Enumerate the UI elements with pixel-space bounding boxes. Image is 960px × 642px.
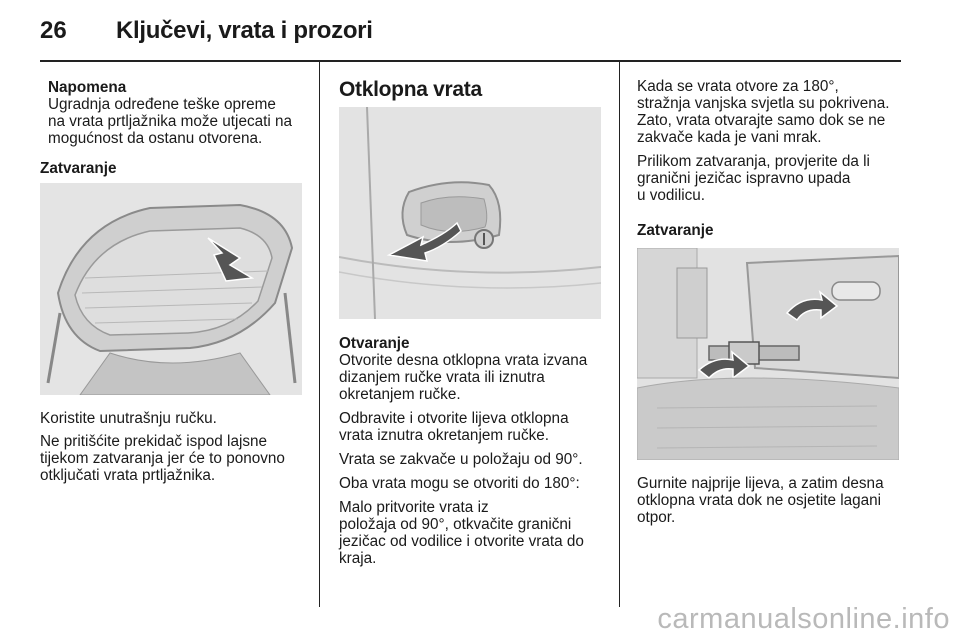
- col2-p4: Oba vrata mogu se otvoriti do 180°:: [339, 475, 580, 492]
- col2-p5-line-1: Malo pritvorite vrata iz: [339, 499, 489, 516]
- col3-p1-line-1: Kada se vrata otvore za 180°,: [637, 78, 839, 95]
- col3-p2-line-3: u vodilicu.: [637, 187, 706, 204]
- closing-heading: Zatvaranje: [40, 160, 117, 177]
- col3-p1-line-3: Zato, vrata otvarajte samo dok se ne: [637, 112, 886, 129]
- col2-p1-line-2: dizanjem ručke vrata ili iznutra: [339, 369, 545, 386]
- watermark: carmanualsonline.info: [657, 603, 950, 635]
- door-handle-figure: [339, 107, 601, 319]
- col3-p3-line-1: Gurnite najprije lijeva, a zatim desna: [637, 475, 884, 492]
- note-line-3: mogućnost da ostanu otvorena.: [48, 130, 263, 147]
- section-heading: Otklopna vrata: [339, 78, 482, 101]
- col3-p1-line-4: zakvače kada je vani mrak.: [637, 129, 822, 146]
- column-divider-1: [319, 62, 320, 607]
- column-divider-2: [619, 62, 620, 607]
- opening-heading: Otvaranje: [339, 335, 410, 352]
- col2-p2-line-2: vrata iznutra okretanjem ručke.: [339, 427, 549, 444]
- col1-para-1: Koristite unutrašnju ručku.: [40, 410, 217, 427]
- col2-p5-line-3: jezičac od vodilice i otvorite vrata do: [339, 533, 584, 550]
- col2-p2-line-1: Odbravite i otvorite lijeva otklopna: [339, 410, 569, 427]
- col2-p5-line-4: kraja.: [339, 550, 377, 567]
- col3-p2-line-1: Prilikom zatvaranja, provjerite da li: [637, 153, 870, 170]
- col3-p3-line-2: otklopna vrata dok ne osjetite lagani: [637, 492, 882, 509]
- col1-para-2-line-2: tijekom zatvaranja jer će to ponovno: [40, 450, 285, 467]
- col1-para-2-line-1: Ne pritišćite prekidač ispod lajsne: [40, 433, 268, 450]
- col3-p3-line-3: otpor.: [637, 509, 676, 526]
- header-rule: [40, 60, 901, 62]
- col3-p2-line-2: granični jezičac ispravno upada: [637, 170, 851, 187]
- col2-p1-line-1: Otvorite desna otklopna vrata izvana: [339, 352, 588, 369]
- note-line-2: na vrata prtljažnika može utjecati na: [48, 113, 293, 130]
- note-line-1: Ugradnja određene teške opreme: [48, 96, 276, 113]
- col2-p1-line-3: okretanjem ručke.: [339, 386, 461, 403]
- note-heading: Napomena: [48, 79, 127, 96]
- page-number: 26: [40, 17, 67, 44]
- col2-p3: Vrata se zakvače u položaju od 90°.: [339, 451, 583, 468]
- col3-closing-heading: Zatvaranje: [637, 222, 714, 239]
- col1-para-2-line-3: otključati vrata prtljažnika.: [40, 467, 216, 484]
- door-stop-figure: [637, 248, 899, 460]
- tailgate-figure: [40, 183, 302, 395]
- page-title: Ključevi, vrata i prozori: [116, 17, 373, 44]
- col2-p5-line-2: položaja od 90°, otkvačite granični: [339, 516, 572, 533]
- col3-p1-line-2: stražnja vanjska svjetla su pokrivena.: [637, 95, 890, 112]
